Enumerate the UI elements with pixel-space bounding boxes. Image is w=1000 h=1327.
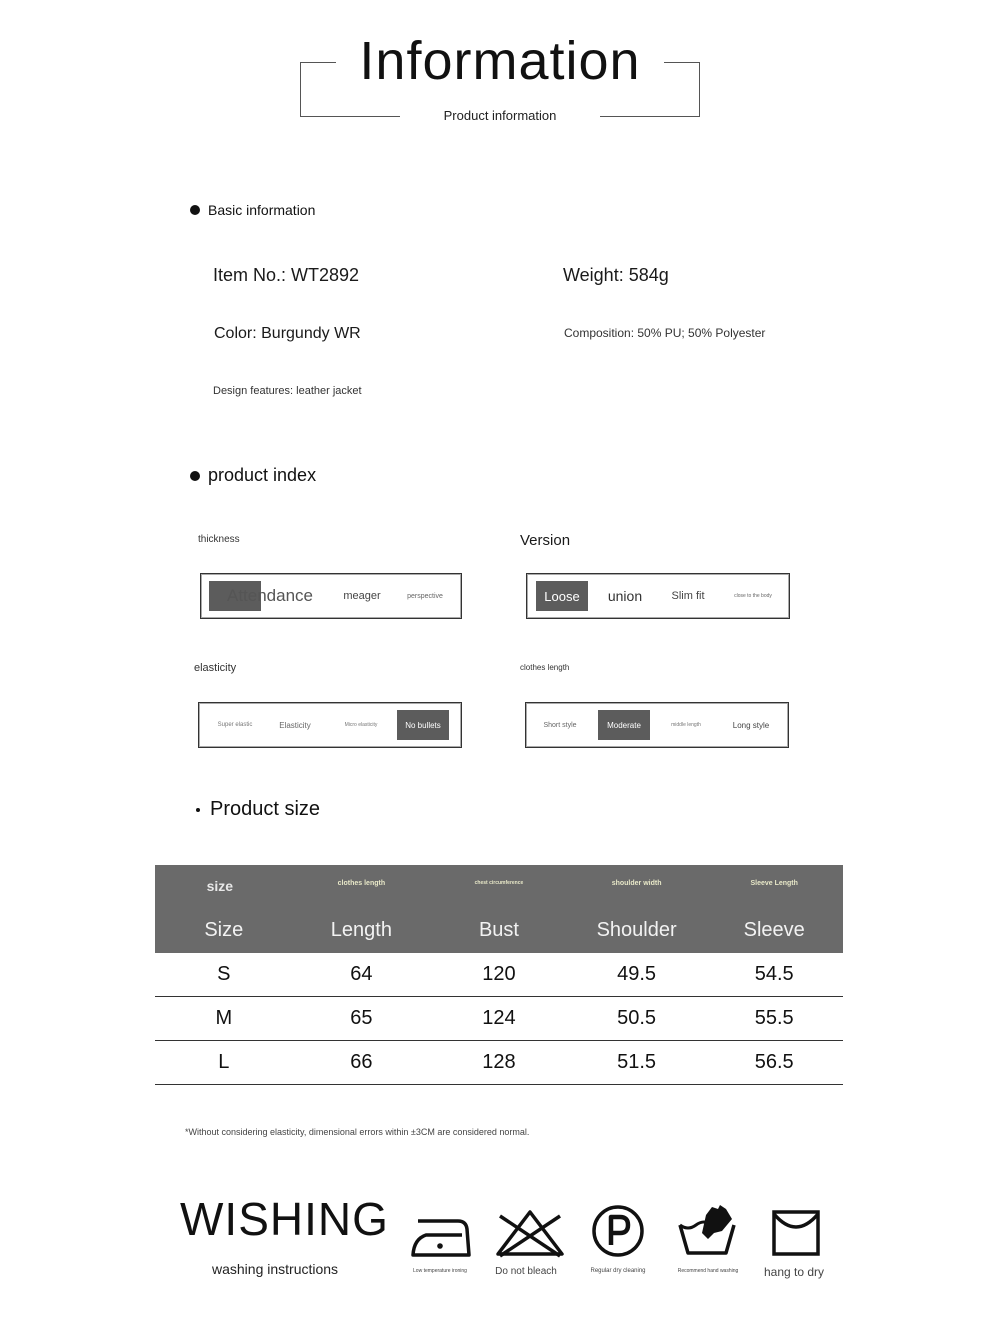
wash-subtitle: washing instructions	[212, 1261, 339, 1277]
cell-size: M	[215, 1007, 233, 1029]
thickness-scale	[200, 573, 462, 619]
length-option-short: Short style	[543, 721, 577, 729]
elasticity-option-elasticity: Elasticity	[279, 720, 311, 730]
cell-shoulder: 49.5	[617, 963, 657, 985]
hang-dry-icon	[770, 1208, 822, 1258]
bullet-icon	[196, 808, 200, 812]
length-option-moderate: Moderate	[598, 710, 650, 740]
table-row	[155, 953, 843, 997]
thickness-option-perspective: perspective	[407, 592, 443, 600]
cell-sleeve: 54.5	[754, 963, 794, 985]
header-sleeve: Sleeve	[743, 919, 805, 941]
bullet-icon	[190, 471, 200, 481]
version-label: Version	[520, 532, 571, 549]
thickness-label: thickness	[198, 534, 240, 545]
length-option-middle: middle length	[671, 722, 701, 728]
header-length: Length	[330, 919, 392, 941]
version-option-close-to-body: close to the body	[734, 593, 772, 599]
clothes-length-label: clothes length	[520, 663, 570, 672]
length-option-long: Long style	[732, 720, 770, 730]
page-subtitle: Product information	[443, 108, 557, 123]
cell-sleeve: 56.5	[754, 1051, 794, 1073]
header-shoulder: Shoulder	[596, 919, 677, 941]
version-option-union: union	[607, 588, 643, 604]
cell-shoulder: 51.5	[617, 1051, 657, 1073]
table-row	[155, 997, 843, 1041]
page-title: Information	[359, 31, 641, 91]
thickness-option-attendance: Attendance	[226, 586, 313, 605]
table-row	[155, 1041, 843, 1085]
dry-clean-label: Regular dry cleaning	[590, 1268, 646, 1274]
cell-size: L	[218, 1051, 230, 1073]
item-number: Item No.: WT2892	[213, 265, 360, 285]
hang-dry-label: hang to dry	[763, 1265, 825, 1279]
cell-length: 66	[350, 1051, 373, 1073]
elasticity-scale	[198, 702, 462, 748]
basic-info-heading: Basic information	[190, 202, 315, 218]
product-size-heading: Product size	[196, 798, 320, 821]
cell-sleeve: 55.5	[754, 1007, 794, 1029]
clothes-length-scale	[525, 702, 789, 748]
header-small-sleeve: Sleeve Length	[750, 880, 798, 887]
no-bleach-icon	[494, 1208, 566, 1258]
elasticity-option-micro: Micro elasticity	[344, 722, 378, 728]
weight: Weight: 584g	[563, 265, 669, 285]
header-small-shoulder: shoulder width	[611, 880, 662, 887]
size-note: *Without considering elasticity, dimensional errors within ±3CM are considered normal.	[185, 1127, 530, 1137]
hand-wash-icon	[676, 1203, 738, 1259]
bullet-icon	[190, 205, 200, 215]
version-option-loose: Loose	[536, 581, 588, 611]
thickness-option-meager: meager	[343, 590, 381, 602]
composition: Composition: 50% PU; 50% Polyester	[564, 326, 766, 340]
color: Color: Burgundy WR	[214, 325, 361, 342]
product-index-heading: product index	[190, 465, 316, 486]
cell-length: 65	[350, 1007, 373, 1029]
version-scale	[526, 573, 790, 619]
version-option-slim-fit: Slim fit	[671, 590, 705, 602]
cell-shoulder: 50.5	[617, 1007, 657, 1029]
header-small-length: clothes length	[337, 880, 386, 887]
header-size: Size	[204, 919, 244, 941]
size-table-header	[155, 865, 843, 953]
header-small-size: size	[206, 878, 234, 894]
page-header	[300, 30, 700, 123]
cell-bust: 120	[482, 963, 516, 985]
hand-wash-label: Recommend hand washing	[677, 1268, 739, 1274]
elasticity-option-no-bullets: No bullets	[397, 710, 449, 740]
header-small-bust: chest circumference	[474, 880, 524, 886]
design-features: Design features: leather jacket	[213, 385, 362, 397]
wash-title: WISHING	[180, 1193, 389, 1245]
cell-size: S	[217, 963, 231, 985]
elasticity-label: elasticity	[194, 662, 237, 674]
cell-bust: 128	[482, 1051, 516, 1073]
iron-low-temp-icon	[410, 1215, 472, 1259]
dry-clean-icon	[590, 1203, 646, 1259]
header-bust: Bust	[478, 919, 519, 941]
cell-length: 64	[350, 963, 373, 985]
cell-bust: 124	[482, 1007, 516, 1029]
size-table	[155, 865, 843, 1085]
iron-label: Low temperature ironing	[413, 1268, 467, 1274]
no-bleach-label: Do not bleach	[495, 1266, 557, 1277]
elasticity-option-super: Super elastic	[217, 722, 253, 728]
